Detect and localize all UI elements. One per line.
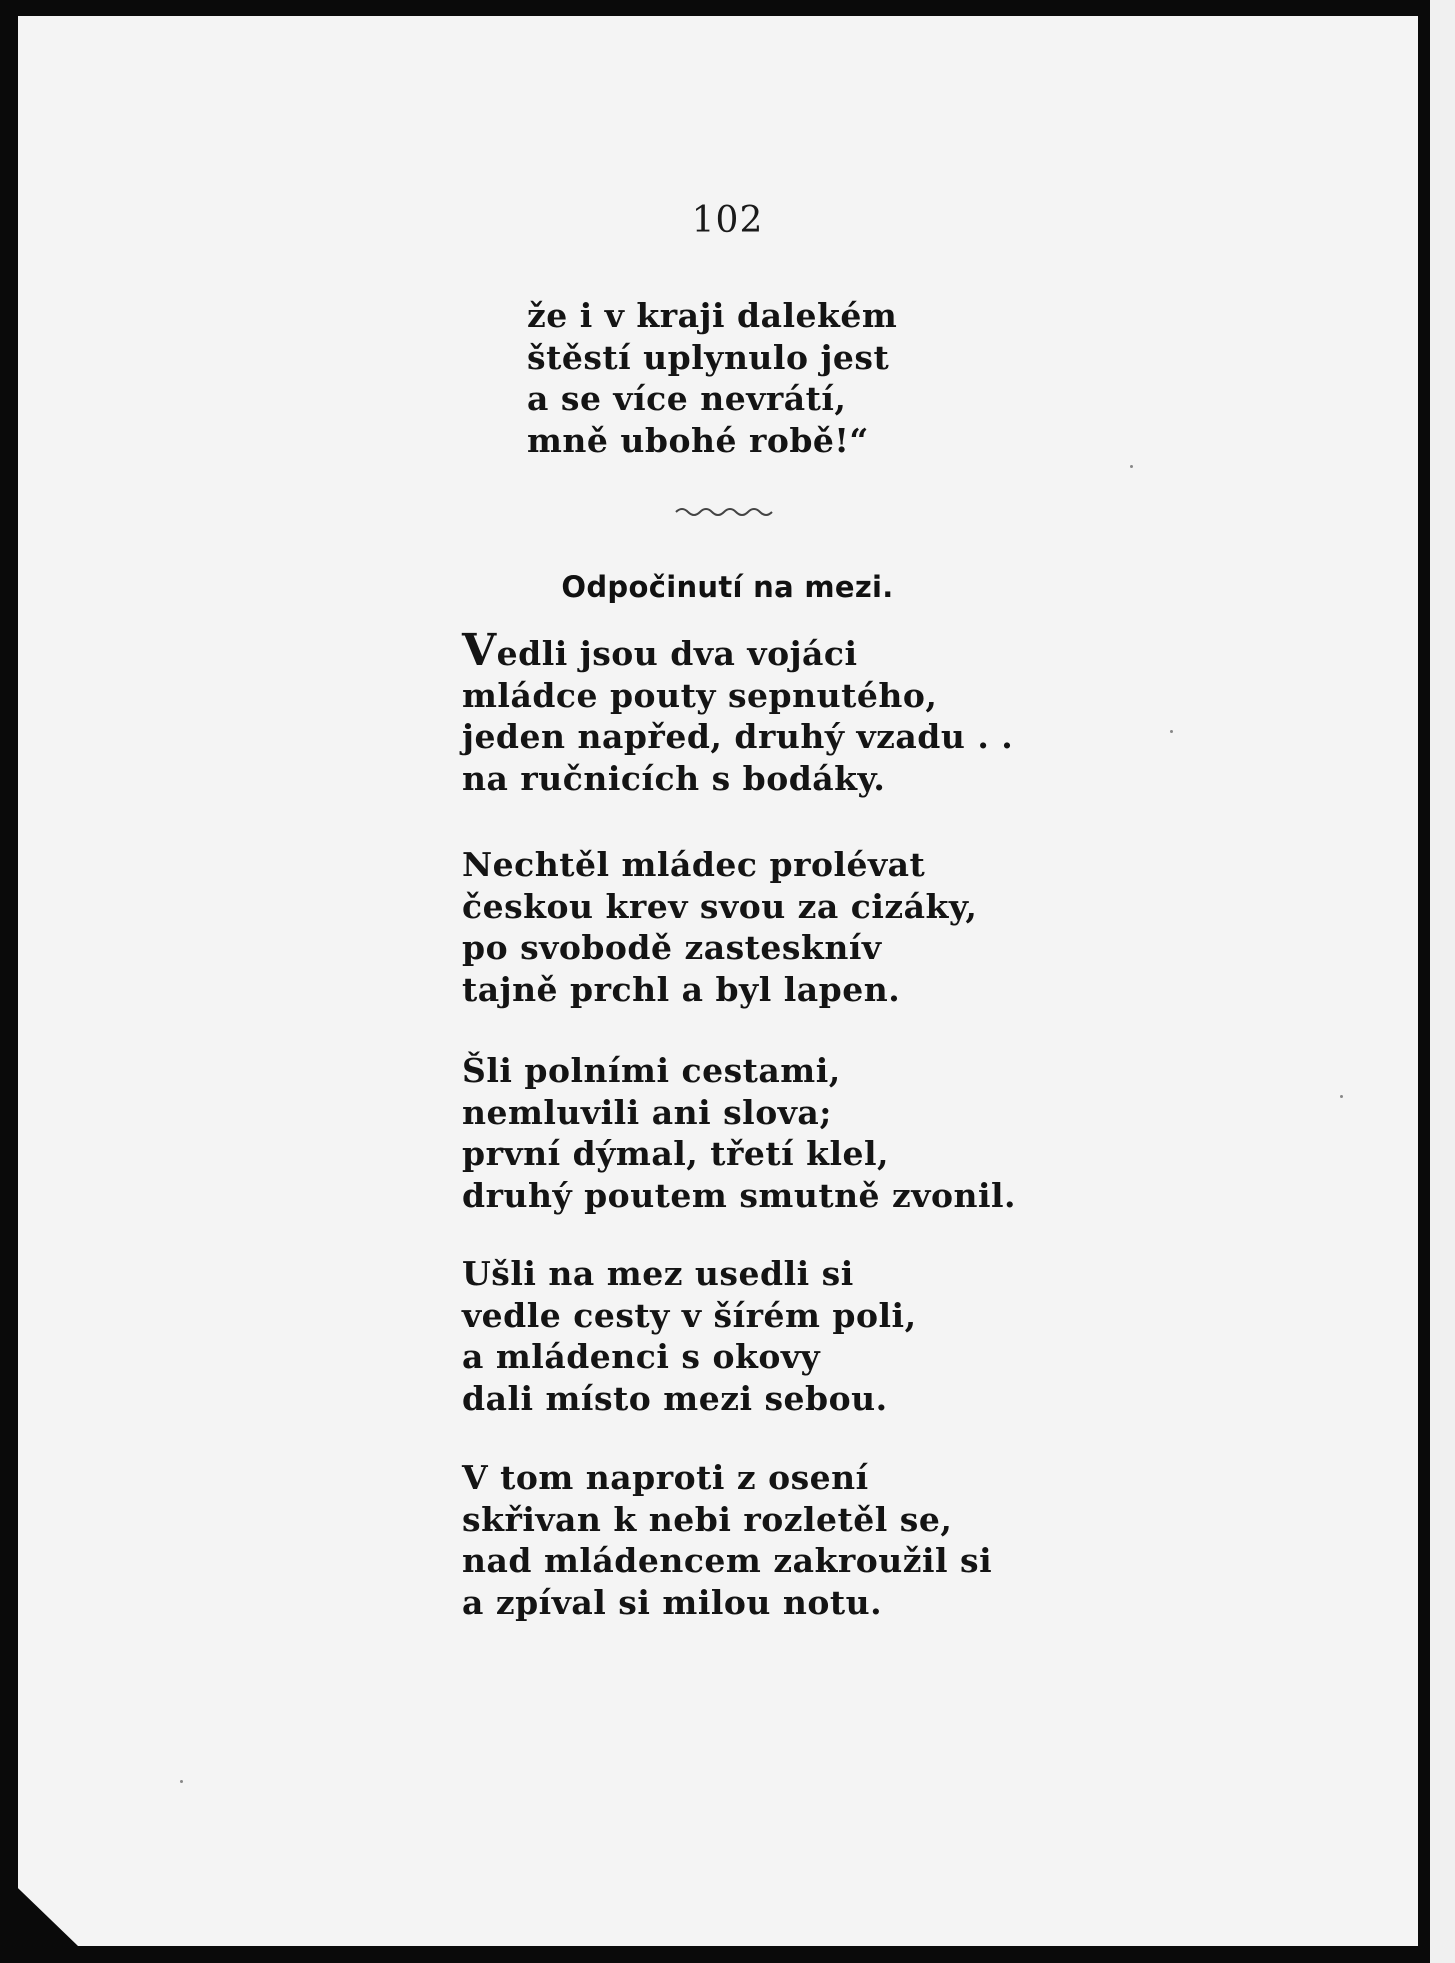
verse-line: štěstí uplynulo jest [527,337,890,377]
stanza [462,1457,992,1623]
poem-title: Odpočinutí na mezi. [561,570,894,604]
scan-speck [1340,1095,1343,1098]
verse-line: a zpíval si milou notu. [462,1582,883,1622]
verse-line: Šli polními cestami, [462,1051,841,1090]
verse-line: tajně prchl a byl lapen. [462,969,901,1009]
verse-line: Nechtěl mládec prolévat [462,845,926,884]
stanza [462,844,977,1010]
scan-speck [1170,730,1173,733]
scan-speck [180,1780,183,1783]
page-number: 102 [691,200,764,241]
verse-line: nemluvili ani slova; [462,1092,832,1132]
verse-line: mně ubohé robě!“ [527,420,869,460]
verse-line: první dýmal, třetí klel, [462,1134,890,1173]
wavy-ornament-icon [674,505,778,519]
verse-line: V tom naproti z osení [462,1458,869,1497]
verse-line: nad mládencem zakroužil si [462,1541,993,1580]
verse-line: skřivan k nebi rozletěl se, [462,1499,953,1539]
verse-line: druhý poutem smutně zvonil. [462,1175,1017,1215]
verse-line: a mládenci s okovy [462,1337,821,1376]
verse-line: Ušli na mez usedli si [462,1254,854,1293]
verse-line: dali místo mezi sebou. [462,1378,888,1418]
verse-line: mládce pouty sepnutého, [462,675,938,715]
verse-line: českou krev svou za cizáky, [462,886,978,926]
verse-line-rest: edli jsou dva vojáci [496,634,858,673]
stanza [462,1050,1016,1216]
stanza [462,1253,917,1419]
adjacent-page-edge [1430,0,1455,1963]
stanza [462,625,1014,799]
intro-stanza [527,295,897,461]
verse-line: jeden napřed, druhý vzadu . . [462,717,1014,756]
verse-line: a se více nevrátí, [527,379,847,418]
verse-line [462,625,1013,676]
verse-line: vedle cesty v šírém poli, [462,1295,917,1335]
verse-line: že i v kraji dalekém [527,296,898,335]
drop-cap: V [462,625,497,676]
verse-line: na ručnicích s bodáky. [462,758,886,798]
verse-line: po svobodě zastesknív [462,928,882,967]
scan-speck [1130,465,1133,468]
